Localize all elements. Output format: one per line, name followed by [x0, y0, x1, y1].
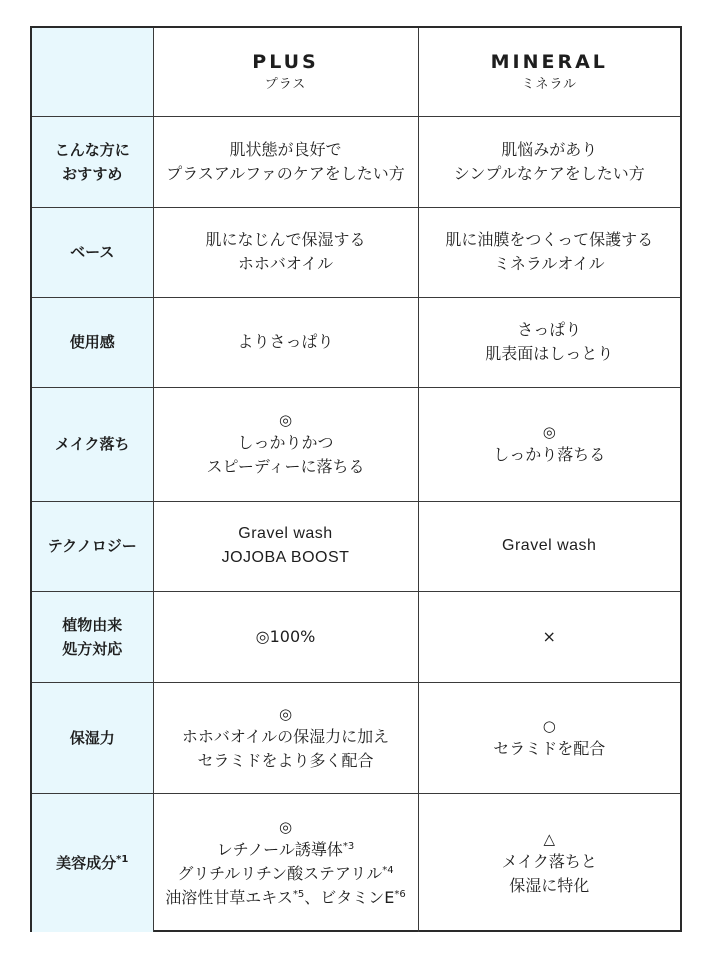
rating-mark: ○ [542, 716, 556, 735]
cell-mineral-base: 肌に油膜をつくって保護する ミネラルオイル [418, 207, 680, 297]
cell-plus-plant: ◎100% [153, 591, 418, 682]
row-label-recommended: こんな方に おすすめ [32, 116, 153, 207]
rating-mark: ◎ [278, 411, 293, 429]
footnote-mark: *6 [394, 888, 406, 900]
plus-title: PLUS [252, 50, 319, 73]
cell-mineral-technology: Gravel wash [418, 501, 680, 591]
cell-plus-moisture: ◎ ホホバオイルの保湿力に加え セラミドをより多く配合 [153, 682, 418, 793]
header-plus [153, 28, 418, 116]
cell-plus-makeup: ◎ しっかりかつ スピーディーに落ちる [153, 387, 418, 501]
footnote-mark: *3 [342, 840, 355, 852]
header-row [32, 28, 680, 116]
row-label-base: ベース [32, 207, 153, 297]
cell-mineral-moisture: ○ セラミドを配合 [418, 682, 680, 793]
rating-mark: ◎ [278, 704, 293, 723]
rating-mark: ◎ [278, 817, 293, 836]
cell-mineral-plant: × [418, 591, 680, 682]
header-mineral [418, 28, 680, 116]
footnote-mark: *5 [292, 888, 305, 900]
row-base [32, 207, 680, 297]
mineral-subtitle: ミネラル [521, 76, 578, 92]
comparison-table-frame [30, 26, 682, 932]
comparison-table [32, 28, 680, 932]
cell-mineral-beauty: △ メイク落ちと 保湿に特化 [418, 793, 680, 932]
cell-plus-base: 肌になじんで保湿する ホホバオイル [153, 207, 418, 297]
row-label-technology: テクノロジー [32, 501, 153, 591]
cell-plus-feel: よりさっぱり [153, 297, 418, 387]
row-beauty [32, 793, 680, 932]
footnote-mark: *4 [382, 864, 394, 876]
row-moisture [32, 682, 680, 793]
cell-mineral-recommended: 肌悩みがあり シンプルなケアをしたい方 [418, 116, 680, 207]
row-label-beauty: 美容成分$^{*1}$ [32, 793, 153, 932]
cell-mineral-feel: さっぱり 肌表面はしっとり [418, 297, 680, 387]
rating-mark: △ [543, 829, 556, 848]
cell-plus-beauty: ◎ レチノール誘導体$^{*3}$ グリチルリチン酸ステアリル$^{*4}$ 油溶性甘草エキス$^{*5}$、ビタミン$E^{*6}$ [153, 793, 418, 932]
row-plant [32, 591, 680, 682]
mineral-title: MINERAL [490, 50, 608, 73]
cell-mineral-makeup: ◎ しっかり落ちる [418, 387, 680, 501]
row-feel [32, 297, 680, 387]
cell-plus-technology: Gravel wash JOJOBA BOOST [153, 501, 418, 591]
footnote-mark: *1 [116, 853, 129, 865]
row-label-moisture: 保湿力 [32, 682, 153, 793]
rating-mark: ◎ [542, 423, 556, 441]
row-label-plant: 植物由来 処方対応 [32, 591, 153, 682]
plus-subtitle: プラス [264, 76, 307, 92]
cell-plus-recommended: 肌状態が良好で プラスアルファのケアをしたい方 [153, 116, 418, 207]
header-corner [32, 28, 153, 116]
row-makeup [32, 387, 680, 501]
row-technology [32, 501, 680, 591]
row-label-feel: 使用感 [32, 297, 153, 387]
row-label-makeup: メイク落ち [32, 387, 153, 501]
row-recommended [32, 116, 680, 207]
